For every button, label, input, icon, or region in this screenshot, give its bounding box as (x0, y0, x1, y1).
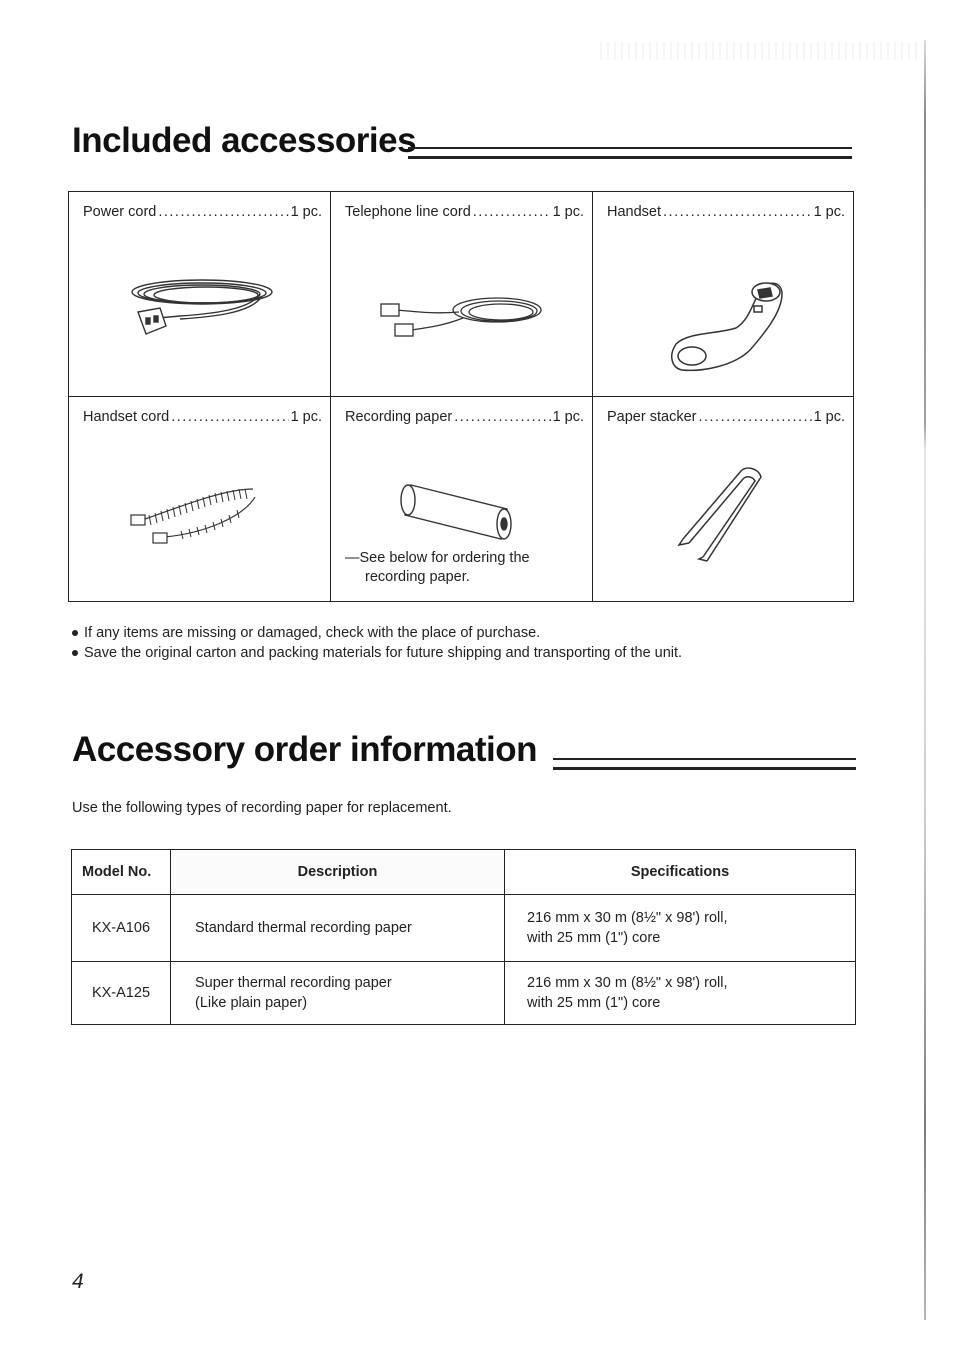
dot-leader (454, 409, 550, 425)
heading-text: Accessory order information (72, 730, 537, 769)
description-line: (Like plain paper) (195, 995, 308, 1011)
heading-rule (408, 147, 852, 159)
page-number: 4 (72, 1270, 84, 1293)
accessory-cell-power-cord (69, 192, 331, 397)
recording-paper-note (345, 549, 530, 587)
bullet-icon (72, 630, 78, 636)
accessory-label (83, 204, 322, 220)
accessory-qty: 1 pc. (552, 204, 584, 220)
dot-leader (171, 409, 288, 425)
note-line-1: —See below for ordering the (345, 550, 530, 566)
column-header-model: Model No. (72, 850, 171, 895)
accessory-label (345, 409, 584, 425)
accessory-cell-handset (593, 192, 853, 397)
accessory-qty: 1 pc. (290, 409, 322, 425)
description-line: Standard thermal recording paper (195, 920, 412, 936)
accessory-label (345, 204, 584, 220)
accessory-label (607, 204, 845, 220)
power-cord-icon (69, 270, 330, 350)
handset-icon (593, 272, 853, 382)
heading-rule (553, 758, 856, 770)
included-accessories-heading (72, 121, 416, 161)
dot-leader (158, 204, 288, 220)
order-intro-text: Use the following types of recording paper for replacement. (72, 800, 452, 816)
dot-leader (473, 204, 551, 220)
description-cell (171, 962, 505, 1025)
spec-line-1: 216 mm x 30 m (8½" x 98') roll, (527, 975, 728, 991)
model-cell: KX-A106 (72, 895, 171, 962)
accessory-qty: 1 pc. (290, 204, 322, 220)
accessory-qty: 1 pc. (813, 204, 845, 220)
order-table (71, 849, 856, 1025)
accessory-qty: 1 pc. (552, 409, 584, 425)
bullet-icon (72, 650, 78, 656)
table-header-row (72, 850, 856, 895)
description-line: Super thermal recording paper (195, 975, 392, 991)
note-text: Save the original carton and packing materials for future shipping and transporting of the unit. (84, 645, 683, 661)
spec-line-1: 216 mm x 30 m (8½" x 98') roll, (527, 910, 728, 926)
specifications-cell (505, 895, 856, 962)
accessory-name: Power cord (83, 204, 157, 220)
note-line-2: recording paper. (365, 569, 470, 585)
accessory-label (83, 409, 322, 425)
note-text: If any items are missing or damaged, check with the place of purchase. (84, 625, 541, 641)
scan-speckle (600, 42, 920, 60)
table-row (72, 895, 856, 962)
paper-stacker-icon (593, 459, 853, 569)
column-header-description: Description (171, 850, 505, 895)
accessories-grid (68, 191, 854, 602)
telephone-line-cord-icon (331, 282, 592, 352)
accessory-cell-paper-stacker (593, 397, 853, 601)
specifications-cell (505, 962, 856, 1025)
spec-line-2: with 25 mm (1") core (527, 995, 661, 1011)
paper-roll-icon (331, 475, 592, 545)
dot-leader (698, 409, 811, 425)
description-cell (171, 895, 505, 962)
accessory-order-heading (72, 730, 537, 770)
accessory-cell-telephone-line-cord (331, 192, 593, 397)
dot-leader (663, 204, 812, 220)
model-cell: KX-A125 (72, 962, 171, 1025)
accessory-cell-handset-cord (69, 397, 331, 601)
coiled-handset-cord-icon (69, 475, 330, 555)
accessory-cell-recording-paper (331, 397, 593, 601)
page-edge-shadow (924, 40, 926, 1320)
notes-list (72, 623, 682, 663)
accessory-qty: 1 pc. (813, 409, 845, 425)
heading-text: Included accessories (72, 121, 417, 160)
note-item (72, 643, 682, 663)
accessory-name: Recording paper (345, 409, 453, 425)
accessory-name: Handset (607, 204, 662, 220)
accessory-name: Handset cord (83, 409, 170, 425)
accessory-label (607, 409, 845, 425)
column-header-specifications: Specifications (505, 850, 856, 895)
table-row (72, 962, 856, 1025)
accessory-name: Telephone line cord (345, 204, 471, 220)
spec-line-2: with 25 mm (1") core (527, 930, 661, 946)
accessory-name: Paper stacker (607, 409, 697, 425)
note-item (72, 623, 682, 643)
